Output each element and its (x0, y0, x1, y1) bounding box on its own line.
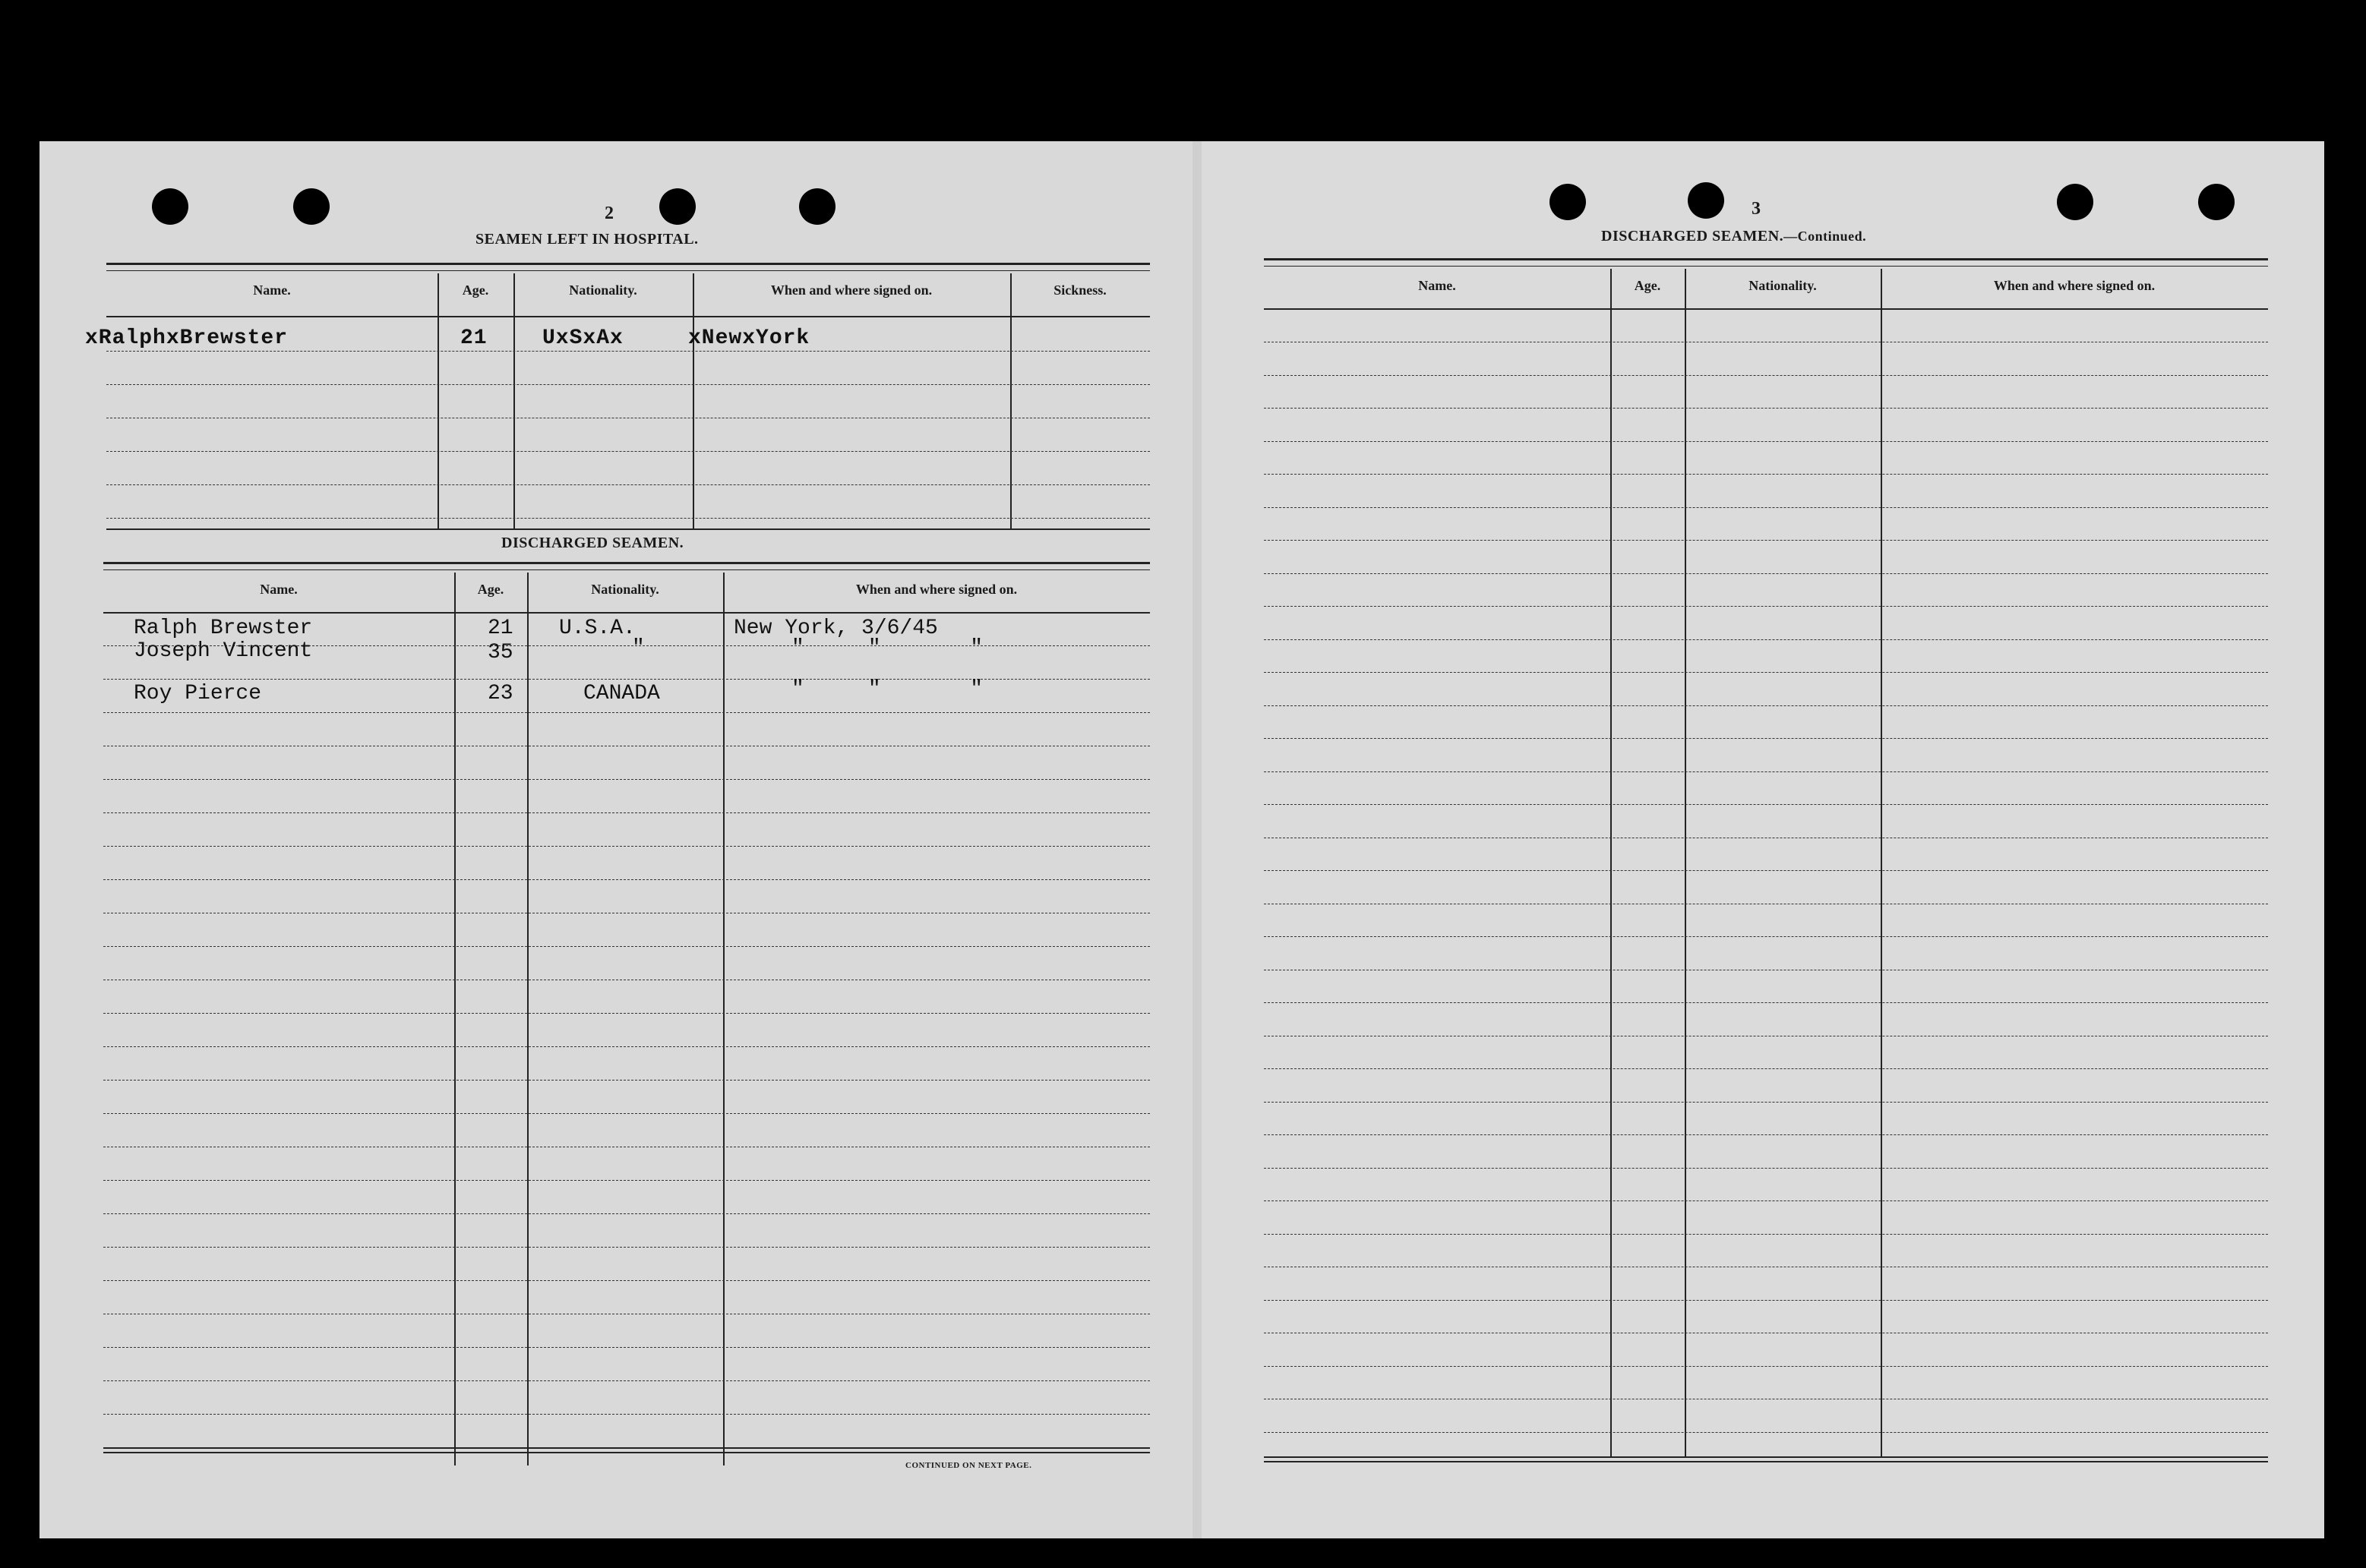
ruled-line (1264, 606, 2268, 607)
column-header-name: Name. (1418, 278, 1456, 293)
ruled-line (1264, 804, 2268, 805)
ruled-line (1264, 672, 2268, 673)
title-main: DISCHARGED SEAMEN. (1601, 228, 1784, 245)
ruled-line (1264, 573, 2268, 574)
ruled-line (1264, 738, 2268, 739)
ruled-line (1264, 705, 2268, 706)
ruled-line (103, 1414, 1150, 1415)
ruled-line (1264, 1366, 2268, 1367)
table-row-age: 23 (488, 682, 513, 705)
ruled-line (1264, 1134, 2268, 1135)
table-row-age: 35 (488, 641, 513, 664)
column-header-signed-on: When and where signed on. (855, 582, 1018, 597)
table-row-signed-on: New York, 3/6/45 (734, 617, 938, 640)
struck-signed-on: xNewxYork (688, 327, 810, 350)
ruled-line (103, 879, 1150, 880)
title-suffix: —Continued. (1783, 229, 1867, 244)
ruled-line (103, 1080, 1150, 1081)
ruled-line (103, 679, 1150, 680)
ruled-line (103, 1347, 1150, 1348)
punch-hole (293, 188, 330, 225)
ruled-line (1264, 1200, 2268, 1201)
punch-hole (799, 188, 836, 225)
ruled-line (103, 779, 1150, 780)
ruled-line (1264, 507, 2268, 508)
ruled-line (1264, 1002, 2268, 1003)
column-header-age: Age. (477, 582, 504, 597)
table-row-name: Joseph Vincent (134, 639, 313, 663)
column-header-signed-on: When and where signed on. (770, 282, 933, 298)
punch-hole (1688, 182, 1724, 219)
column-header-age: Age. (462, 282, 489, 298)
hospital-section-title: SEAMEN LEFT IN HOSPITAL. (475, 231, 699, 248)
column-header-nationality: Nationality. (569, 282, 637, 298)
ruled-line (103, 1380, 1150, 1381)
ruled-line (1264, 408, 2268, 409)
ruled-line (103, 1180, 1150, 1181)
punch-hole (1549, 184, 1586, 220)
table-row-nationality: " (632, 636, 645, 660)
ruled-line (1264, 639, 2268, 640)
ruled-line (103, 1113, 1150, 1114)
ruled-line (1264, 540, 2268, 541)
ruled-line (1264, 936, 2268, 937)
column-header-name: Name. (260, 582, 298, 597)
punch-hole (2057, 184, 2093, 220)
ruled-line (103, 1013, 1150, 1014)
struck-nationality: UxSxAx (542, 327, 624, 350)
ruled-line (1264, 1432, 2268, 1433)
page-number: 2 (605, 203, 614, 223)
table-row-name: Ralph Brewster (134, 617, 313, 640)
ruled-line (103, 1213, 1150, 1214)
ruled-line (103, 946, 1150, 947)
column-header-name: Name. (253, 282, 291, 298)
discharged-table (103, 562, 1150, 1473)
table-row-nationality: U.S.A. (559, 617, 636, 640)
column-header-nationality: Nationality. (591, 582, 659, 597)
table-row-signed-on: " " " (791, 636, 984, 660)
ruled-line (1264, 1300, 2268, 1301)
table-row-nationality: CANADA (583, 682, 660, 705)
column-header-sickness: Sickness. (1053, 282, 1107, 298)
ruled-line (1264, 771, 2268, 772)
page-gutter (1192, 141, 1202, 1538)
continued-note: CONTINUED ON NEXT PAGE. (905, 1461, 1032, 1470)
ruled-line (103, 1247, 1150, 1248)
ruled-line (1264, 1068, 2268, 1069)
table-row-name: Roy Pierce (134, 682, 262, 705)
ruled-line (1264, 1102, 2268, 1103)
table-row-signed-on: " " " (791, 677, 984, 701)
ruled-line (1264, 1168, 2268, 1169)
right-page (1202, 141, 2324, 1538)
punch-hole (2198, 184, 2235, 220)
page-number: 3 (1752, 199, 1761, 219)
column-header-age: Age. (1634, 278, 1661, 293)
struck-age: 21 (460, 327, 488, 350)
ruled-line (103, 1046, 1150, 1047)
ruled-line (103, 712, 1150, 713)
ruled-line (103, 846, 1150, 847)
column-header-signed-on: When and where signed on. (1993, 278, 2156, 293)
ruled-line (103, 1280, 1150, 1281)
punch-hole (659, 188, 696, 225)
left-page (39, 141, 1192, 1538)
document-sheet (39, 141, 2324, 1538)
ruled-line (1264, 1234, 2268, 1235)
right-page-title (1601, 228, 1866, 245)
table-row-age: 21 (488, 617, 513, 640)
punch-hole (152, 188, 188, 225)
discharged-continued-table (1264, 258, 2268, 1465)
ruled-line (1264, 375, 2268, 376)
ruled-line (1264, 474, 2268, 475)
ruled-line (1264, 870, 2268, 871)
struck-name: xRalphxBrewster (85, 327, 289, 350)
column-header-nationality: Nationality. (1748, 278, 1817, 293)
discharged-section-title: DISCHARGED SEAMEN. (501, 535, 684, 551)
ruled-line (1264, 441, 2268, 442)
ruled-line (103, 812, 1150, 813)
